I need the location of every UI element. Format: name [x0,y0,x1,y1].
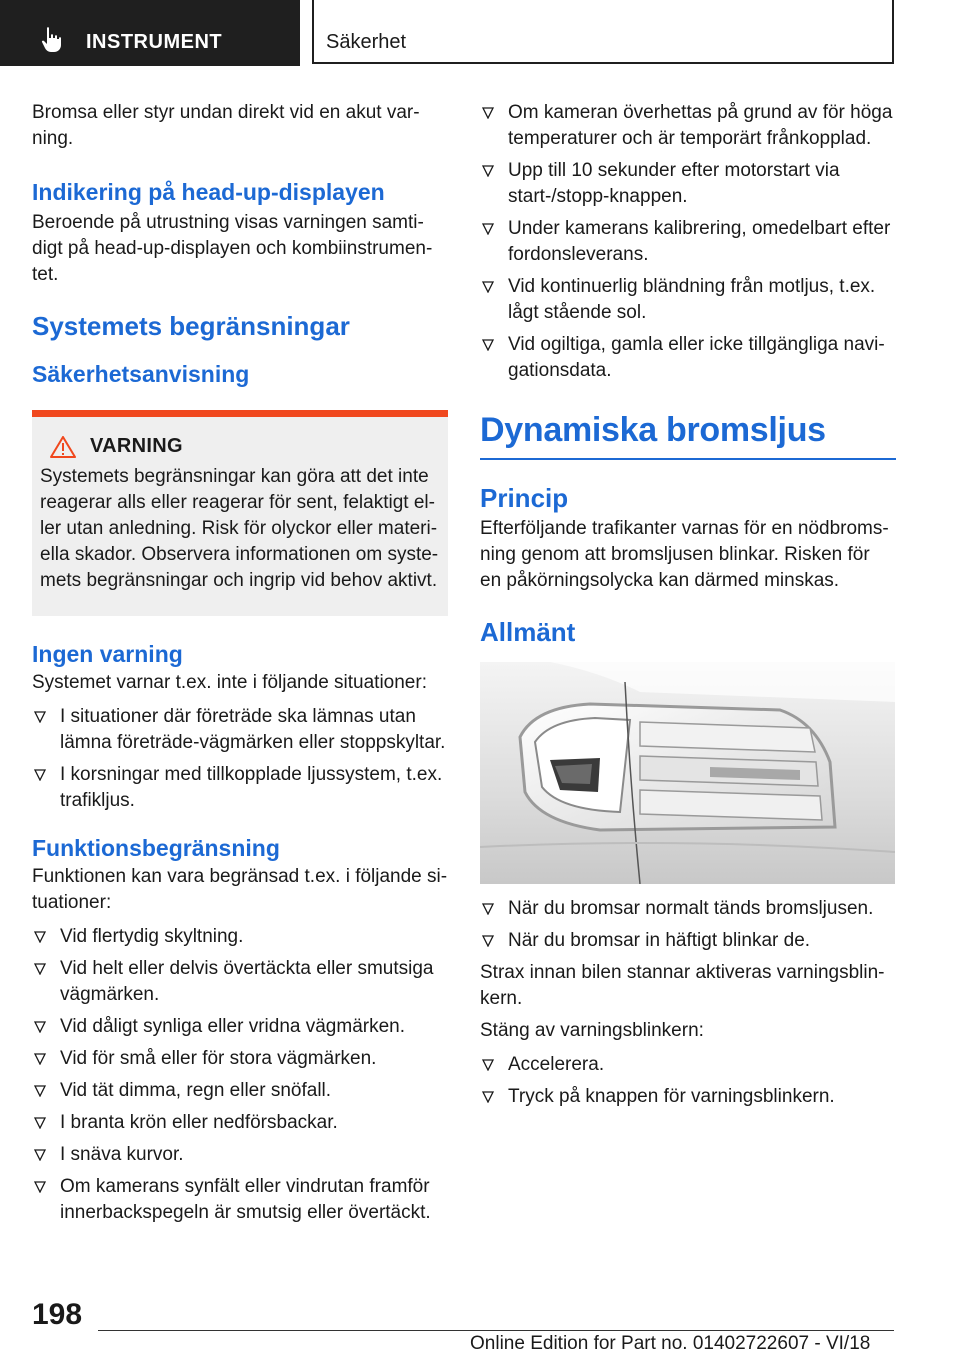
bullet-triangle-icon [34,1181,46,1193]
section-title: Säkerhet [326,31,407,53]
list-item: Tryck på knappen för varningsblinkern. [480,1084,896,1110]
bullet-triangle-icon [482,935,494,947]
bullet-triangle-icon [34,931,46,943]
bullet-triangle-icon [34,1021,46,1033]
bullet-triangle-icon [482,281,494,293]
list-item: Vid flertydig skyltning. [32,924,448,950]
bullet-triangle-icon [34,711,46,723]
page-header [0,0,960,66]
principle-heading: Princip [480,483,569,513]
list-item: Vid helt eller delvis övertäckta eller smutsiga vägmärken. [32,956,448,1008]
page-number: 198 [32,1298,83,1331]
list-item: Vid för små eller för stora vägmärken. [32,1046,448,1072]
warning-triangle-icon [50,436,76,458]
safety-heading: Säkerhetsanvisning [32,361,250,387]
no-warning-list [32,704,448,814]
bullet-triangle-icon [482,1091,494,1103]
camera-limits-list [480,100,896,384]
warning-title: VARNING [90,435,183,457]
list-item: I snäva kurvor. [32,1142,448,1168]
list-item: Accelerera. [480,1052,896,1078]
list-item: Vid dåligt synliga eller vridna vägmärken. [32,1014,448,1040]
section-title-box [312,0,894,64]
hazard-paragraph: Strax innan bilen stannar aktiveras varningsblin-kern. [480,962,885,1009]
bullet-triangle-icon [482,223,494,235]
no-warning-intro: Systemet varnar t.ex. inte i följande situationer: [32,672,427,693]
footer-edition: Online Edition for Part no. 01402722607 - VI/18 [470,1333,871,1354]
func-intro: Funktionen kan vara begränsad t.ex. i följande si-tuationer: [32,866,448,913]
list-item: Vid ogiltiga, gamla eller icke tillgängliga navi-gationsdata. [480,332,896,384]
bullet-triangle-icon [482,107,494,119]
list-item: I branta krön eller nedförsbackar. [32,1110,448,1136]
list-item: När du bromsar normalt tänds bromsljusen. [480,896,896,922]
no-warning-heading: Ingen varning [32,641,183,667]
list-item: Vid tät dimma, regn eller snöfall. [32,1078,448,1104]
hazard-off-intro: Stäng av varningsblinkern: [480,1020,704,1041]
footer-divider [98,1330,894,1331]
bullet-triangle-icon [34,963,46,975]
brake-lights-heading: Dynamiska bromsljus [480,411,826,449]
general-heading: Allmänt [480,617,576,647]
bullet-triangle-icon [34,1085,46,1097]
warning-box [32,410,448,616]
tail-light-illustration [480,662,895,884]
bullet-triangle-icon [34,1053,46,1065]
right-column [480,100,896,1116]
intro-paragraph: Bromsa eller styr undan direkt vid en akut var-ning. [32,102,420,149]
bullet-triangle-icon [482,165,494,177]
bullet-triangle-icon [482,903,494,915]
list-item: När du bromsar in häftigt blinkar de. [480,928,896,954]
list-item: I situationer där företräde ska lämnas utan lämna företräde-vägmärken eller stoppskyltar. [32,704,448,756]
list-item: I korsningar med tillkopplade ljussystem, t.ex. trafikljus. [32,762,448,814]
bullet-triangle-icon [34,1117,46,1129]
bullet-triangle-icon [34,1149,46,1161]
bullet-triangle-icon [482,1059,494,1071]
list-item: Vid kontinuerlig bländning från motljus, t.ex. lågt stående sol. [480,274,896,326]
chapter-tab[interactable] [0,0,300,66]
bullet-triangle-icon [34,769,46,781]
hud-heading: Indikering på head-up-displayen [32,179,385,205]
list-item: Om kameran överhettas på grund av för höga temperaturer och är temporärt frånkopplad. [480,100,896,152]
brake-behaviour-list [480,896,896,954]
principle-paragraph: Efterföljande trafikanter varnas för en nödbroms-ning genom att bromsljusen blinkar. Risken för en påkörningsolycka kan därmed minskas. [480,518,889,591]
hazard-off-list [480,1052,896,1110]
left-column [32,100,448,1232]
warning-bar [32,410,448,417]
warning-text: Systemets begränsningar kan göra att det inte reagerar alls eller reagerar för sent, felaktigt el-ler utan anledning. Risk för olyckor eller materi-ella skador. Observera informationen om syste-mets begränsningar och ingrip vid behov aktivt. [40,466,439,591]
limits-heading: Systemets begränsningar [32,311,350,341]
list-item: Upp till 10 sekunder efter motorstart via start-/stopp-knappen. [480,158,896,210]
chapter-tab-label: INSTRUMENT [86,31,223,53]
func-list [32,924,448,1226]
pointing-hand-icon [38,26,66,54]
hud-paragraph: Beroende på utrustning visas varningen samti-digt på head-up-displayen och kombiinstrumen-tet. [32,212,433,285]
bullet-triangle-icon [482,339,494,351]
func-heading: Funktionsbegränsning [32,835,280,861]
heading-rule [480,458,896,460]
list-item: Under kamerans kalibrering, omedelbart efter fordonsleverans. [480,216,896,268]
list-item: Om kamerans synfält eller vindrutan framför innerbackspegeln är smutsig eller övertäckt. [32,1174,448,1226]
